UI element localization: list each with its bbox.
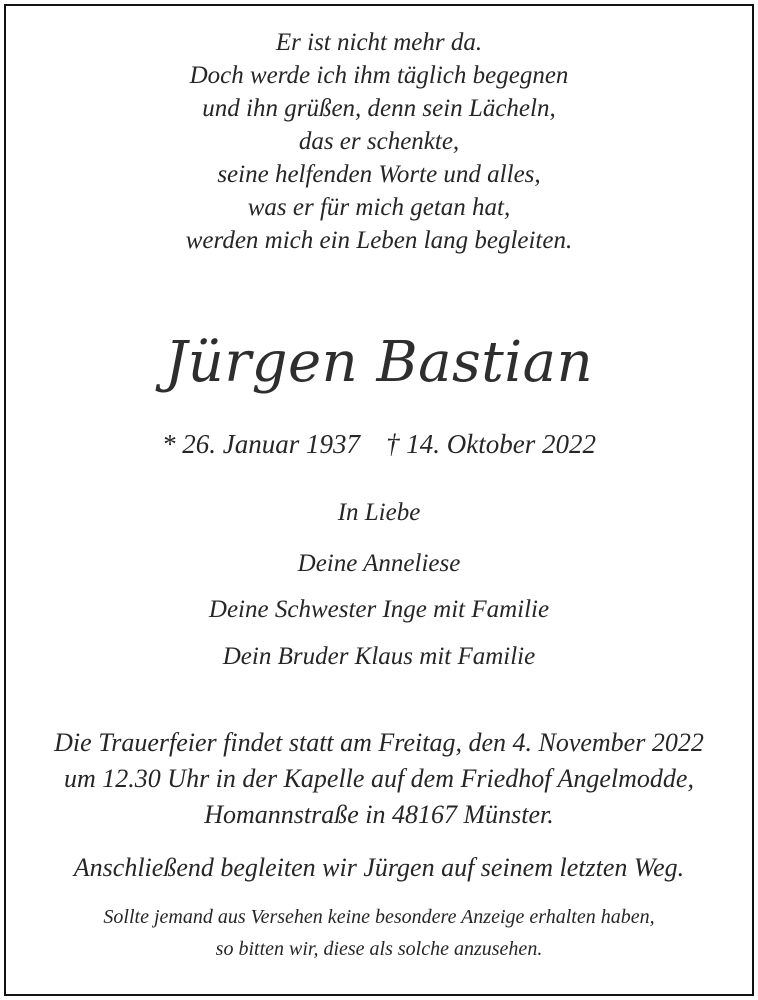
note-line: Sollte jemand aus Versehen keine besondere Anzeige erhalten haben, (103, 906, 655, 928)
verse-line: und ihn grüßen, denn sein Lächeln, (202, 95, 556, 122)
note-line: so bitten wir, diese als solche anzusehen. (215, 938, 543, 960)
mourner-line: Dein Bruder Klaus mit Familie (222, 643, 536, 670)
service-line: Homannstraße in 48167 Münster. (204, 800, 554, 829)
verse-line: Er ist nicht mehr da. (275, 29, 483, 56)
service-line: Die Trauerfeier findet statt am Freitag, den 4. November 2022 (54, 728, 704, 757)
mourner-line: Deine Anneliese (297, 550, 461, 577)
in-love-label: In Liebe (337, 499, 421, 526)
mourner-line: Deine Schwester Inge mit Familie (208, 596, 550, 623)
birth-date: * 26. Januar 1937 (162, 429, 360, 459)
farewell-line: Anschließend begleiten wir Jürgen auf seinem letzten Weg. (73, 853, 685, 882)
deceased-name: Jürgen Bastian (164, 330, 594, 395)
verse-line: seine helfenden Worte und alles, (217, 161, 541, 188)
service-line: um 12.30 Uhr in der Kapelle auf dem Friedhof Angelmodde, (64, 764, 694, 793)
verse-line: was er für mich getan hat, (247, 194, 511, 221)
verse-line: Doch werde ich ihm täglich begegnen (189, 62, 569, 89)
verse-line: das er schenkte, (298, 128, 460, 155)
life-dates (0, 428, 758, 460)
death-date: † 14. Oktober 2022 (386, 429, 596, 459)
verse-line: werden mich ein Leben lang begleiten. (185, 227, 573, 254)
